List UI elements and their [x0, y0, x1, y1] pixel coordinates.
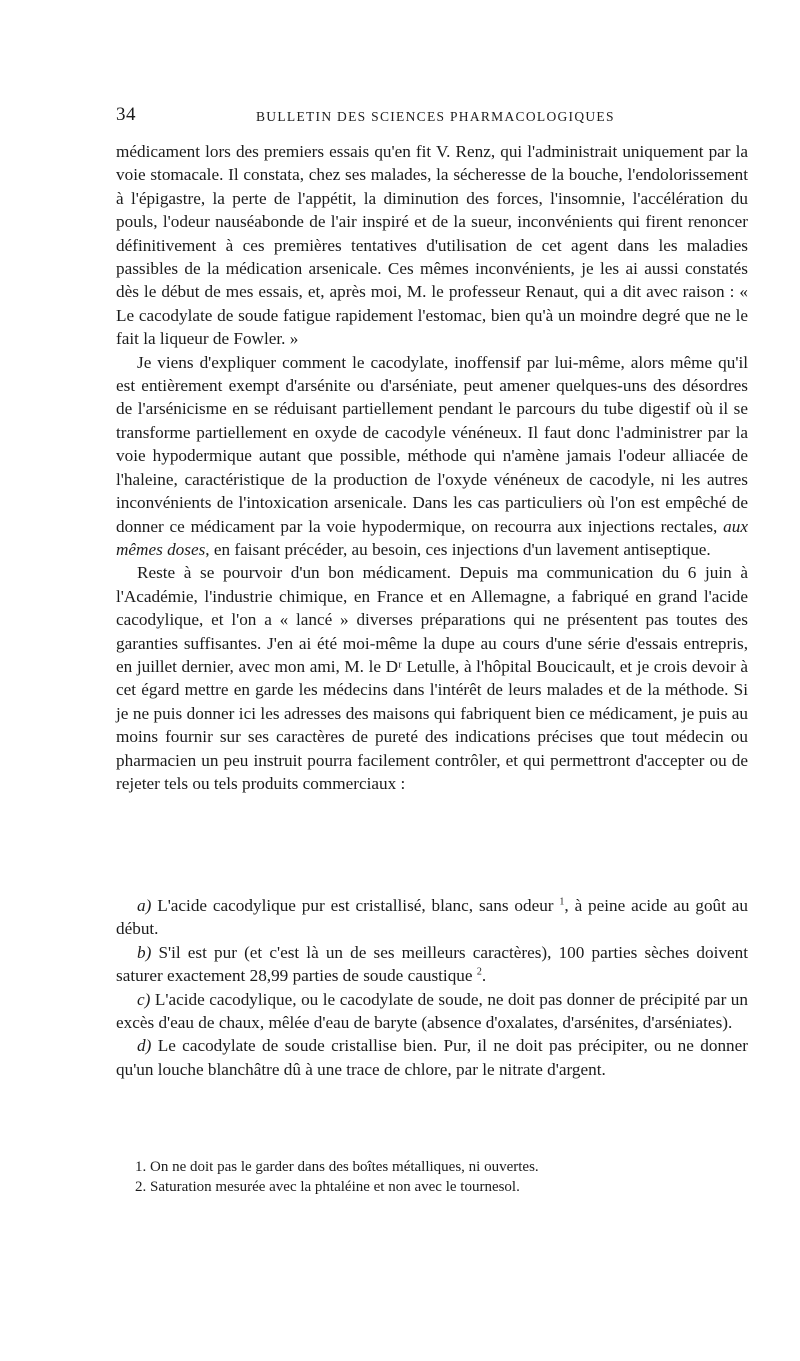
list-item-text: L'acide cacodylique pur est cristallisé, blanc, sans odeur	[151, 896, 560, 915]
footnote: 1. On ne doit pas le garder dans des boîtes métalliques, ni ouvertes.	[135, 1159, 539, 1175]
list-item-text: Le cacodylate de soude cristallise bien. Pur, il ne doit pas précipiter, ou ne donner qu'un louche blanchâtre dû à une trace de chlore, par le nitrate d'argent.	[116, 1036, 748, 1079]
footnote-ref: 2	[476, 966, 482, 978]
footnotes	[116, 1157, 748, 1197]
list-item-text-after: .	[481, 966, 487, 986]
list-item-label: d)	[137, 1036, 152, 1056]
paragraph-cacodylate-explanation	[116, 351, 748, 562]
list-item	[116, 941, 748, 988]
running-head	[116, 104, 748, 132]
purity-criteria-list	[116, 894, 748, 1081]
list-item-label: b)	[137, 942, 152, 962]
paragraph-continued: médicament lors des premiers essais qu'en fit V. Renz, qui l'administrait uniquement par la voie stomacale. Il constata, chez ses malades, la sécheresse de la bouche, l'endolorissement à l'épigastre, la perte de l'appétit, la diminution des forces, l'insomnie, l'accélération du pouls, l'odeur nauséabonde de l'air inspiré et de la sueur, inconvénients qui firent renoncer définitivement à ces premières tentatives d'utilisation de cet agent dans les maladies passibles de la médication arsenicale. Ces mêmes inconvénients, je les ai aussi constatés dès le début de mes essais, et, après moi, M. le professeur Renaut, qui a dit avec raison : « Le cacodylate de soude fatigue rapidement l'estomac, bien qu'à un moindre degré que ne le fait la liqueur de Fowler. »	[116, 142, 748, 349]
list-item	[116, 988, 748, 1035]
footnote-ref: 1	[559, 896, 565, 908]
list-item-label: c)	[137, 989, 151, 1009]
list-item-label: a)	[137, 896, 152, 915]
list-item-text-after: , à peine acide au goût au début.	[116, 896, 748, 939]
page-number: 34	[116, 104, 136, 125]
paragraph-text: Je viens d'expliquer comment le cacodylate, inoffensif par lui-même, alors même qu'il est entièrement exempt d'arsénite ou d'arséniate, peut amener quelques-uns des désordres de l'arsénicisme en se réduisant partiellement pendant le parcours du tube digestif où il se transforme partiellement en oxyde de cacodyle vénéneux. Il faut donc l'administrer par la voie hypodermique autant que possible, méthode qui n'amène jamais l'odeur alliacée de l'haleine, caractéristique de la production de l'oxyde vénéneux de cacodyle, ni les autres inconvénients de l'intoxication arsenicale. Dans les cas particuliers où l'on est empêché de donner ce médicament par la voie hypodermique, on recourra aux injections rectales,	[116, 352, 748, 536]
list-item-text: S'il est pur (et c'est là un de ses meilleurs caractères), 100 parties sèches doivent saturer exactement 28,99 parties de soude caustique	[116, 942, 748, 986]
list-item	[116, 894, 748, 941]
body-text	[116, 140, 748, 795]
italic-phrase: aux mêmes doses	[116, 516, 748, 559]
paragraph-text: , en faisant précéder, au besoin, ces injections d'un lavement antiseptique.	[205, 539, 711, 559]
list-item	[116, 1034, 748, 1081]
list-item-text: L'acide cacodylique, ou le cacodylate de soude, ne doit pas donner de précipité par un excès d'eau de chaux, mêlée d'eau de baryte (absence d'oxalates, d'arsénites, d'arséniates).	[116, 989, 748, 1033]
journal-title: BULLETIN DES SCIENCES PHARMACOLOGIQUES	[256, 109, 615, 124]
footnote: 2. Saturation mesurée avec la phtaléine et non avec le tournesol.	[135, 1179, 520, 1195]
paragraph-medication-sourcing: Reste à se pourvoir d'un bon médicament. Depuis ma communication du 6 juin à l'Académie, l'industrie chimique, en France et en Allemagne, a fabriqué en grand l'acide cacodylique, et l'on a « lancé » diverses préparations qui ne présentent pas toutes des garanties suffisantes. J'en ai été moi-même la dupe au cours d'une série d'essais entrepris, en juillet dernier, avec mon ami, M. le Dʳ Letulle, à l'hôpital Boucicault, et je crois devoir à cet égard mettre en garde les médecins dans l'intérêt de leurs malades et de la méthode. Si je ne puis donner ici les adresses des maisons qui fabriquent bien ce médicament, je puis au moins fournir sur ses caractères de pureté des indications précises que tout médecin ou pharmacien un peu instruit pourra facilement contrôler, et qui permettront d'accepter ou de rejeter tels ou tels produits commerciaux :	[116, 563, 748, 793]
